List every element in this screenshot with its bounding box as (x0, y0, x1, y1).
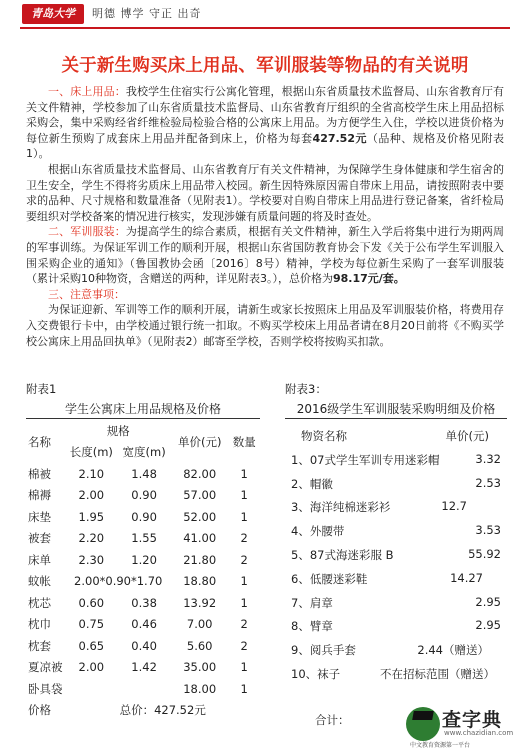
section2-paragraph (26, 224, 504, 286)
item-name: 9、阅兵手套 (291, 643, 356, 658)
item-width: 1.42 (131, 660, 157, 675)
item-length (65, 678, 117, 700)
col-header-width: 宽度(m) (122, 445, 166, 460)
item-price: 18.00 (183, 681, 217, 696)
section2-price: 98.17元/套。 (333, 272, 405, 286)
item-price: 5.60 (186, 638, 213, 653)
table3-title: 2016级学生军训服装采购明细及价格 (296, 402, 496, 416)
item-length: 2.20 (78, 531, 105, 546)
table-row (285, 666, 507, 690)
page-header (0, 0, 530, 34)
item-name: 6、低腰迷彩鞋 (291, 571, 368, 586)
table-row (26, 506, 260, 528)
item-length: 0.60 (78, 595, 105, 610)
table-row (26, 678, 260, 700)
col-header-length: 长度(m) (69, 445, 113, 460)
item-qty: 1 (240, 574, 248, 589)
item-length: 2.30 (78, 552, 105, 567)
table3-label: 附表3： (285, 382, 327, 396)
table-row (26, 657, 260, 679)
total-value: 总价：427.52元 (119, 703, 206, 718)
chazidian-watermark (406, 705, 522, 749)
table-row (26, 485, 260, 507)
table-row (26, 635, 260, 657)
item-qty: 2 (240, 552, 248, 567)
table-row (26, 528, 260, 550)
notice-body (26, 84, 504, 349)
table1-title: 学生公寓床上用品规格及价格 (64, 402, 221, 416)
section3-heading: 三、注意事项： (48, 287, 125, 301)
table3-top-rule (285, 418, 507, 419)
item-price: 55.92 (468, 546, 501, 561)
table-row (285, 547, 507, 571)
section1-paragraph1 (26, 84, 504, 162)
item-name: 1、07式学生军训专用迷彩帽 (291, 452, 440, 467)
item-name: 3、海洋纯棉迷彩衫 (291, 500, 391, 515)
item-name: 棉褥 (28, 488, 51, 503)
item-length: 0.65 (78, 638, 105, 653)
item-width: 0.38 (131, 595, 157, 610)
section1-heading: 一、床上用品： (48, 85, 126, 98)
item-qty: 2 (240, 531, 248, 546)
watermark-tagline: 中文教育资源第一平台 (410, 742, 471, 749)
item-name: 5、87式海迷彩服 B (291, 547, 394, 562)
item-qty: 2 (240, 617, 248, 632)
item-qty: 2 (240, 638, 248, 653)
section2-text: 为提高学生的综合素质，根据有关文件精神，新生入学后将集中进行为期两周的军事训练。为保证军训工作的顺利开展，根据山东省国防教育协会下发《关于公布学生军训服入围采购企业的通知》（鲁国教协会函〔2016〕8号）精神，学校为每位新生采购了一套军训服装（累计采购10种物资，含赠送的两种，详见附表3。），总价格为 (26, 225, 504, 286)
table-row (285, 523, 507, 547)
header-divider (20, 27, 510, 29)
watermark-url: www.chazidian.com (444, 729, 514, 737)
item-price: 82.00 (183, 466, 217, 481)
item-price: 不在招标范围（赠送） (380, 666, 495, 681)
table-row (26, 592, 260, 614)
item-length: 1.95 (78, 509, 105, 524)
table-row (285, 595, 507, 619)
item-price: 18.80 (183, 574, 217, 589)
item-name: 棉被 (28, 466, 51, 481)
item-name: 夏凉被 (28, 660, 63, 675)
item-qty: 1 (240, 660, 248, 675)
item-length: 2.00 (78, 660, 105, 675)
item-name: 枕巾 (28, 617, 51, 632)
item-price: 14.27 (450, 570, 483, 585)
item-length: 0.75 (78, 617, 105, 632)
total-label: 价格 (28, 703, 51, 718)
item-price: 57.00 (183, 488, 217, 503)
table-row (285, 499, 507, 523)
item-price: 7.00 (186, 617, 213, 632)
col-header-name: 物资名称 (301, 429, 347, 443)
col-header-qty: 数量 (232, 434, 256, 449)
col-header-price: 单价(元) (177, 434, 222, 449)
item-width: 1.20 (131, 552, 157, 567)
col-header-spec: 规格 (106, 423, 130, 438)
item-name: 8、臂章 (291, 619, 333, 634)
table-row (285, 618, 507, 642)
section2-heading: 二、军训服装： (48, 225, 126, 239)
item-price: 2.95 (475, 618, 501, 633)
table-row (26, 571, 260, 593)
item-price: 2.95 (475, 594, 501, 609)
item-width: 0.46 (131, 617, 157, 632)
item-length: 2.00 (78, 488, 105, 503)
item-price: 35.00 (183, 660, 217, 675)
item-width: 0.40 (131, 638, 157, 653)
table1-top-rule (26, 418, 260, 419)
item-width: 1.55 (131, 531, 157, 546)
university-motto: 明德 博学 守正 出奇 (92, 7, 202, 20)
table1-label: 附表1 (26, 382, 57, 396)
item-dimensions: 2.00*0.90*1.70 (74, 574, 163, 589)
item-price: 21.80 (183, 552, 217, 567)
table-header-row (285, 428, 507, 452)
item-price: 3.32 (475, 451, 501, 466)
col-header-price: 单价(元) (445, 429, 489, 443)
table-row (285, 476, 507, 500)
item-width: 0.90 (131, 488, 157, 503)
item-price: 2.53 (475, 475, 501, 490)
item-price: 3.53 (475, 523, 501, 538)
item-name: 蚊帐 (28, 574, 51, 589)
item-name: 10、袜子 (291, 666, 341, 681)
section1-price: 427.52元 (312, 131, 367, 145)
university-logo: 青岛大学 (22, 4, 84, 24)
item-qty: 1 (240, 488, 248, 503)
section1-text-end: （品种、规格及价格见附表1）。 (26, 131, 505, 161)
item-qty: 1 (240, 509, 248, 524)
item-price: 12.7 (441, 499, 467, 514)
item-price: 2.44（赠送） (417, 643, 489, 658)
table-total-row (26, 700, 260, 722)
table-row (285, 571, 507, 595)
item-name: 卧具袋 (28, 681, 63, 696)
mortarboard-icon (412, 711, 434, 720)
item-name: 枕芯 (28, 595, 51, 610)
table-row (285, 452, 507, 476)
section1-paragraph2: 根据山东省质量技术监督局、山东省教育厅有关文件精神，为保障学生身体健康和学生宿舍的卫生安全，学生不得将劣质床上用品带入校园。新生因特殊原因需自带床上用品，请按照附表中要求的品种、尺寸规格和数量准备（见附表1）。学校要对自购自带床上用品进行登记备案，省纤检局要组织对学校备案的情况进行核实，发现涉嫌有质量问题的将及时查处。 (26, 162, 504, 223)
section1-text: 我校学生住宿实行公寓化管理，根据山东省质量技术监督局、山东省教育厅有关文件精神，学校参加了山东省质量技术监督局、山东省教育厅组织的全省高校学生床上用品招标采购会，集中采购经省纤维检验局检验合格的公寓床上用品。为方便学生入住，学校以进货价格为每位新生预购了成套床上用品并配备到床上，价格为每套 (26, 85, 504, 145)
item-name: 4、外腰带 (291, 524, 345, 539)
item-qty: 1 (240, 595, 248, 610)
item-width: 1.48 (131, 466, 157, 481)
item-qty: 1 (240, 466, 248, 481)
item-qty: 1 (240, 681, 248, 696)
total-label: 合计： (315, 712, 350, 727)
uniform-table (285, 428, 507, 736)
table-row (26, 614, 260, 636)
item-width: 0.90 (131, 509, 157, 524)
item-length: 2.10 (78, 466, 105, 481)
item-price: 41.00 (183, 531, 217, 546)
item-price: 13.92 (183, 595, 217, 610)
item-width (117, 678, 171, 700)
section3-paragraph: 为保证迎新、军训等工作的顺利开展，请新生或家长按照床上用品及军训服装价格，将费用存入交费银行卡中，由学校通过银行统一扣取。不购买学校床上用品者请在8月20日前将《不购买学校公寓床上用品回执单》（见附表2）邮寄至学校，否则学校将按购买扣款。 (26, 303, 504, 348)
table-row (285, 642, 507, 666)
section3-heading-line (26, 287, 504, 303)
item-name: 被套 (28, 531, 51, 546)
item-name: 枕套 (28, 638, 51, 653)
page-title: 关于新生购买床上用品、军训服装等物品的有关说明 (61, 56, 469, 76)
item-name: 2、帽徽 (291, 476, 333, 491)
watermark-name: 查字典 (442, 709, 503, 731)
table-row (26, 549, 260, 571)
table-row (26, 463, 260, 485)
item-name: 床垫 (28, 509, 51, 524)
item-name: 7、肩章 (291, 595, 333, 610)
bedding-table (26, 420, 260, 721)
table-header-row (26, 420, 260, 442)
col-header-name: 名称 (28, 434, 51, 449)
item-name: 床单 (28, 552, 51, 567)
item-price: 52.00 (183, 509, 217, 524)
